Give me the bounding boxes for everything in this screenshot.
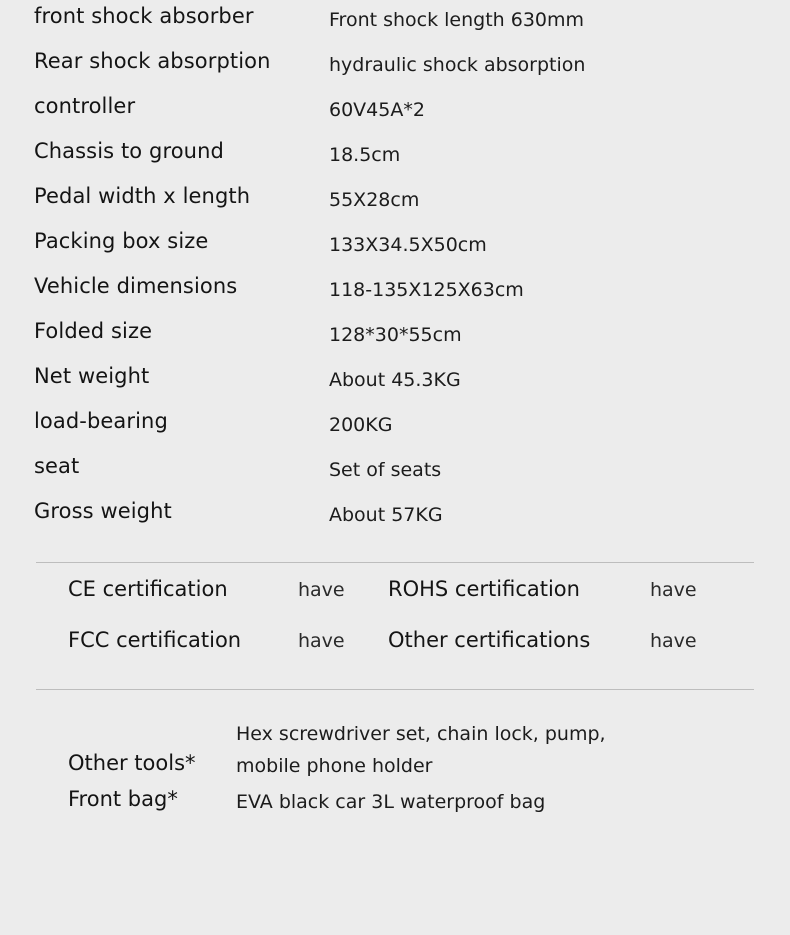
spec-label: load-bearing (34, 409, 168, 433)
spec-value: 60V45A*2 (329, 99, 425, 121)
certification-value: have (298, 630, 345, 652)
certification-value: have (298, 579, 345, 601)
table-row (34, 184, 756, 229)
spec-label: controller (34, 94, 136, 118)
spec-value: 118-135X125X63cm (329, 279, 524, 301)
certification-name: ROHS certification (388, 577, 580, 601)
spec-label: Vehicle dimensions (34, 274, 238, 298)
table-row (34, 786, 756, 818)
table-row (34, 4, 756, 49)
table-row (34, 229, 756, 274)
certification-name: FCC certification (68, 628, 242, 652)
extra-value: Hex screwdriver set, chain lock, pump, mobile phone holder (236, 723, 606, 777)
specifications-list (34, 0, 756, 544)
table-row (34, 139, 756, 184)
spec-label: Net weight (34, 364, 150, 388)
certification-name: CE certification (68, 577, 228, 601)
table-row (34, 274, 756, 319)
spec-label: Chassis to ground (34, 139, 224, 163)
table-row (34, 454, 756, 499)
spec-label: Packing box size (34, 229, 209, 253)
spec-value: 55X28cm (329, 189, 420, 211)
table-row (34, 94, 756, 139)
spec-value: Set of seats (329, 459, 442, 481)
certifications-table (34, 563, 756, 689)
extra-value: EVA black car 3L waterproof bag (236, 791, 546, 813)
spec-value: About 57KG (329, 504, 443, 526)
spacer (34, 544, 756, 562)
spec-label: Pedal width x length (34, 184, 251, 208)
table-row (34, 577, 756, 628)
extra-label: Other tools* (68, 751, 196, 775)
extras-list (34, 690, 756, 818)
table-row (34, 409, 756, 454)
certification-name: Other certifications (388, 628, 591, 652)
certification-value: have (650, 579, 697, 601)
spec-value: hydraulic shock absorption (329, 54, 586, 76)
spec-label: seat (34, 454, 80, 478)
spec-value: About 45.3KG (329, 369, 461, 391)
spec-label: Gross weight (34, 499, 172, 523)
spec-value: 133X34.5X50cm (329, 234, 487, 256)
table-row (34, 628, 756, 679)
spec-value: 128*30*55cm (329, 324, 462, 346)
spec-label: front shock absorber (34, 4, 254, 28)
spec-label: Rear shock absorption (34, 49, 271, 73)
table-row (34, 499, 756, 544)
spec-value: Front shock length 630mm (329, 9, 585, 31)
certification-value: have (650, 630, 697, 652)
spec-value: 18.5cm (329, 144, 401, 166)
extra-label: Front bag* (68, 787, 178, 811)
table-row (34, 364, 756, 409)
table-row (34, 49, 756, 94)
table-row (34, 718, 756, 782)
spec-label: Folded size (34, 319, 153, 343)
spec-value: 200KG (329, 414, 393, 436)
table-row (34, 319, 756, 364)
